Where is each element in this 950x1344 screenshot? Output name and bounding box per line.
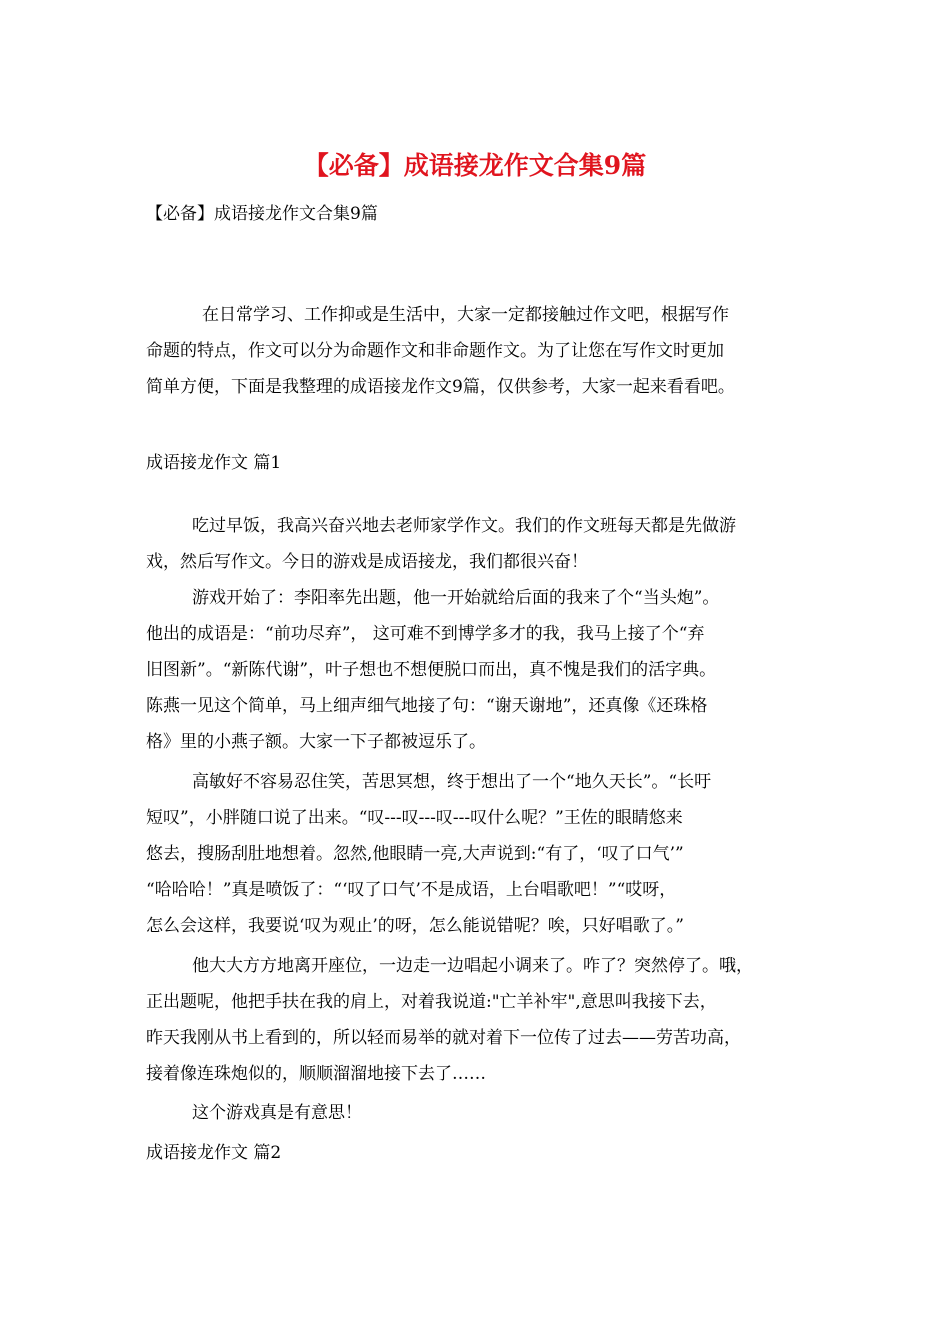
section-heading-1: 成语接龙作文 篇1 xyxy=(146,453,282,473)
paragraph-line: 这个游戏真是有意思！ xyxy=(192,1103,362,1123)
body-paragraph xyxy=(146,508,814,580)
body-paragraph xyxy=(146,948,814,1092)
document-subtitle: 【必备】成语接龙作文合集9篇 xyxy=(146,204,378,224)
paragraph-line: 他大大方方地离开座位，一边走一边唱起小调来了。咋了？突然停了。哦， xyxy=(192,956,753,976)
paragraph-line: 吃过早饭，我高兴奋兴地去老师家学作文。我们的作文班每天都是先做游 xyxy=(192,516,736,536)
paragraph-line: 正出题呢，他把手扶在我的肩上，对着我说道:"亡羊补牢",意思叫我接下去， xyxy=(146,992,717,1012)
paragraph-line: 戏，然后写作文。今日的游戏是成语接龙，我们都很兴奋！ xyxy=(146,552,588,572)
body-paragraph xyxy=(146,1095,814,1131)
paragraph-line: 悠去，搜肠刮肚地想着。忽然,他眼睛一亮,大声说到:“有了，‘叹了口气’” xyxy=(146,844,684,864)
paragraph-line: 接着像连珠炮似的，顺顺溜溜地接下去了…… xyxy=(146,1064,486,1084)
intro-paragraph xyxy=(146,297,814,405)
paragraph-line: 陈燕一见这个简单，马上细声细气地接了句：“谢天谢地”，还真像《还珠格 xyxy=(146,696,708,716)
paragraph-line: 昨天我刚从书上看到的，所以轻而易举的就对着下一位传了过去——劳苦功高， xyxy=(146,1028,741,1048)
intro-line: 简单方便，下面是我整理的成语接龙作文9篇，仅供参考，大家一起来看看吧。 xyxy=(146,377,735,397)
intro-line: 在日常学习、工作抑或是生活中，大家一定都接触过作文吧，根据写作 xyxy=(202,305,729,325)
paragraph-line: 游戏开始了：李阳率先出题，他一开始就给后面的我来了个“当头炮”。 xyxy=(192,588,720,608)
body-paragraph xyxy=(146,580,814,760)
section-heading-2: 成语接龙作文 篇2 xyxy=(146,1143,282,1163)
paragraph-line: 旧图新”。“新陈代谢”，叶子想也不想便脱口而出，真不愧是我们的活字典。 xyxy=(146,660,717,680)
body-paragraph xyxy=(146,764,814,944)
paragraph-line: 短叹”，小胖随口说了出来。“叹---叹---叹---叹什么呢？”王佐的眼睛悠来 xyxy=(146,808,683,828)
paragraph-line: “哈哈哈！”真是喷饭了：“‘叹了口气’不是成语，上台唱歌吧！”“哎呀， xyxy=(146,880,677,900)
paragraph-line: 他出的成语是：“前功尽弃”， 这可难不到博学多才的我，我马上接了个“弃 xyxy=(146,624,705,644)
paragraph-line: 怎么会这样，我要说‘叹为观止’的呀，怎么能说错呢？唉，只好唱歌了。” xyxy=(146,916,684,936)
intro-line: 命题的特点，作文可以分为命题作文和非命题作文。为了让您在写作文时更加 xyxy=(146,341,724,361)
paragraph-line: 格》里的小燕子额。大家一下子都被逗乐了。 xyxy=(146,732,486,752)
paragraph-line: 高敏好不容易忍住笑，苦思冥想，终于想出了一个“地久天长”。“长吁 xyxy=(192,772,712,792)
document-title: 【必备】成语接龙作文合集9篇 xyxy=(303,151,647,180)
